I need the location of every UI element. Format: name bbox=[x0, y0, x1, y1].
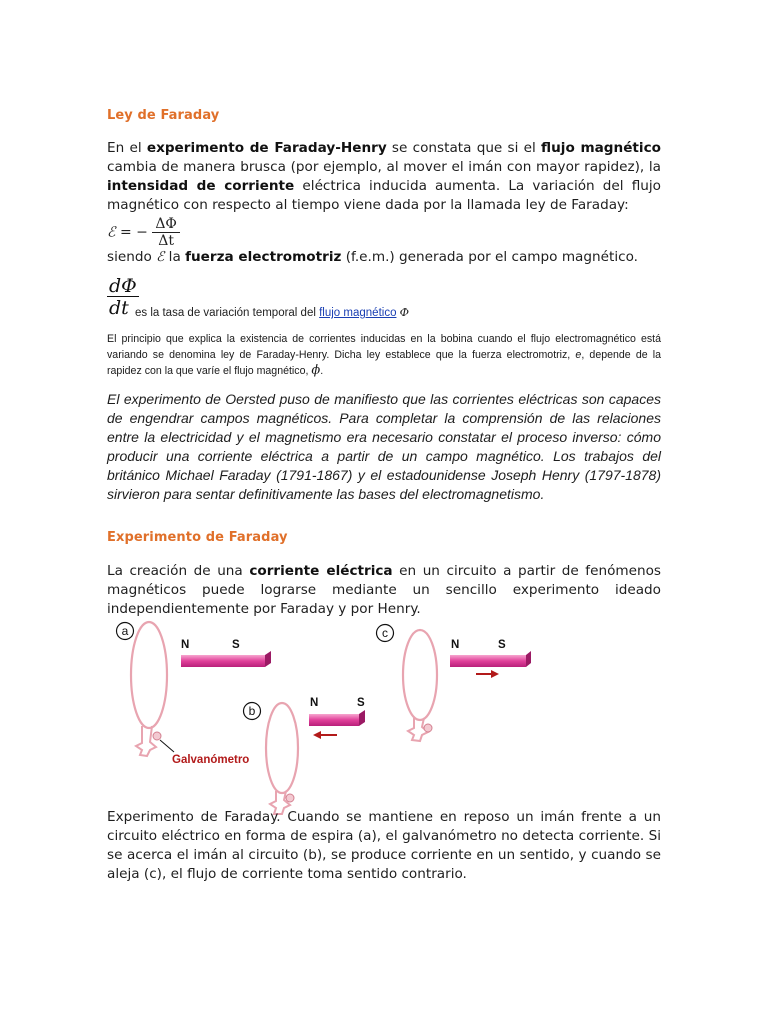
siendo-text-2: la bbox=[164, 249, 186, 265]
figure-caption: Experimento de Faraday. Cuando se mantiene en reposo un imán frente a un circuito eléctrico en forma de espira (a), el galvanómetro no detecta corriente. Si se acerca el imán al circuito (b), se produce corriente en un sentido, y cuando se aleja (c), el flujo de corriente toma sentido contrario. bbox=[107, 809, 661, 882]
faraday-formula bbox=[107, 216, 180, 249]
principle-text-2: , depende de la rapidez con la que varíe el flujo magnético, bbox=[107, 349, 662, 377]
siendo-bold-fem: fuerza electromotriz bbox=[185, 249, 342, 265]
arrow-left-icon bbox=[313, 731, 321, 739]
galvanometer-pointer-line bbox=[160, 740, 174, 752]
intro-paragraph bbox=[107, 139, 661, 215]
rate-line bbox=[135, 305, 409, 319]
loop-b bbox=[266, 703, 298, 793]
intro-bold-flujo: flujo magnético bbox=[541, 140, 661, 156]
wire-a bbox=[136, 726, 156, 756]
galvanometer-label: Galvanómetro bbox=[172, 754, 250, 766]
heading-ley-de-faraday: Ley de Faraday bbox=[107, 108, 220, 123]
experiment-text-1: La creación de una bbox=[107, 563, 250, 579]
emf-symbol: ℰ bbox=[107, 224, 116, 241]
siendo-paragraph bbox=[107, 248, 661, 267]
pole-s-c: S bbox=[498, 639, 506, 651]
experiment-intro-paragraph bbox=[107, 562, 661, 619]
formula-equals: = − bbox=[119, 224, 148, 241]
formula-numerator: ΔΦ bbox=[152, 216, 180, 233]
label-a: a bbox=[121, 624, 129, 638]
heading-experimento-de-faraday: Experimento de Faraday bbox=[107, 530, 288, 545]
formula-fraction bbox=[152, 216, 180, 249]
magnet-a bbox=[181, 655, 265, 667]
intro-text-3: cambia de manera brusca (por ejemplo, al mover el imán con mayor rapidez), la bbox=[107, 159, 661, 175]
formula-denominator: Δt bbox=[158, 233, 174, 249]
loop-a bbox=[131, 622, 167, 728]
faraday-experiment-figure bbox=[112, 618, 532, 816]
label-b: b bbox=[248, 704, 256, 718]
dphi-numerator: dΦ bbox=[109, 275, 137, 297]
intro-text-1: En el bbox=[107, 140, 147, 156]
magnet-b bbox=[309, 714, 359, 726]
siendo-text-1: siendo bbox=[107, 249, 157, 265]
intro-text-4: eléctrica inducida aumenta. La variación del flujo magnético con respecto al tiempo viene dada por la llamada ley de Faraday: bbox=[107, 178, 661, 213]
arrow-right-icon bbox=[491, 670, 499, 678]
dphi-denominator: dt bbox=[109, 297, 129, 319]
intro-text-2: se constata que si el bbox=[386, 140, 542, 156]
panel-c bbox=[377, 625, 532, 742]
phi-symbol: Φ bbox=[399, 305, 410, 319]
magnet-c-end bbox=[526, 651, 531, 667]
experiment-bold-corriente: corriente eléctrica bbox=[249, 563, 393, 579]
principle-e: e bbox=[575, 349, 582, 361]
intro-bold-experimento: experimento de Faraday-Henry bbox=[146, 140, 387, 156]
oersted-paragraph: El experimento de Oersted puso de manifiesto que las corrientes eléctricas son capaces de engendrar campos magnéticos. Para completar la comprensión de las relaciones entre la electricidad y el magnetismo era necesario constatar el proceso inverso: cómo producir una corriente eléctrica a partir de un campo magnético. Los trabajos del británico Michael Faraday (1791-1867) y el estadounidense Joseph Henry (1797-1878) sirvieron para sentar definitivamente las bases del electromagnetismo. bbox=[107, 391, 661, 502]
magnet-a-end bbox=[265, 651, 271, 667]
experiment-text-2: en un circuito a partir de fenómenos magnéticos puede lograrse mediante un sencillo experimento ideado independientemente por Faraday y por Henry. bbox=[107, 563, 662, 617]
rate-text: es la tasa de variación temporal del bbox=[135, 307, 320, 319]
magnet-b-end bbox=[359, 710, 365, 726]
principle-phi-symbol: ϕ bbox=[311, 363, 321, 378]
galvanometer-b bbox=[286, 794, 294, 802]
pole-s-b: S bbox=[357, 697, 365, 709]
flujo-magnetico-link[interactable]: flujo magnético bbox=[319, 307, 397, 319]
pole-s-a: S bbox=[232, 639, 240, 651]
label-c: c bbox=[382, 626, 388, 640]
principle-dot: . bbox=[320, 365, 324, 377]
principle-paragraph bbox=[107, 331, 661, 379]
principle-text-1: El principio que explica la existencia de corrientes inducidas en la bobina cuando el flujo electromagnético está variando se denomina ley de Faraday-Henry. Dicha ley establece que la fuerza electromotriz, bbox=[107, 333, 661, 361]
pole-n-c: N bbox=[451, 639, 460, 651]
magnet-c bbox=[450, 655, 526, 667]
panel-b bbox=[244, 697, 366, 814]
galvanometer-a bbox=[153, 732, 161, 740]
loop-c bbox=[403, 630, 437, 720]
pole-n-a: N bbox=[181, 639, 190, 651]
panel-a bbox=[117, 622, 272, 766]
intro-bold-intensidad: intensidad de corriente bbox=[107, 178, 295, 194]
pole-n-b: N bbox=[310, 697, 319, 709]
galvanometer-c bbox=[424, 724, 432, 732]
emf-symbol-inline: ℰ bbox=[156, 249, 165, 265]
dphi-dt-fraction bbox=[107, 276, 139, 319]
siendo-text-3: (f.e.m.) generada por el campo magnético. bbox=[341, 249, 638, 265]
